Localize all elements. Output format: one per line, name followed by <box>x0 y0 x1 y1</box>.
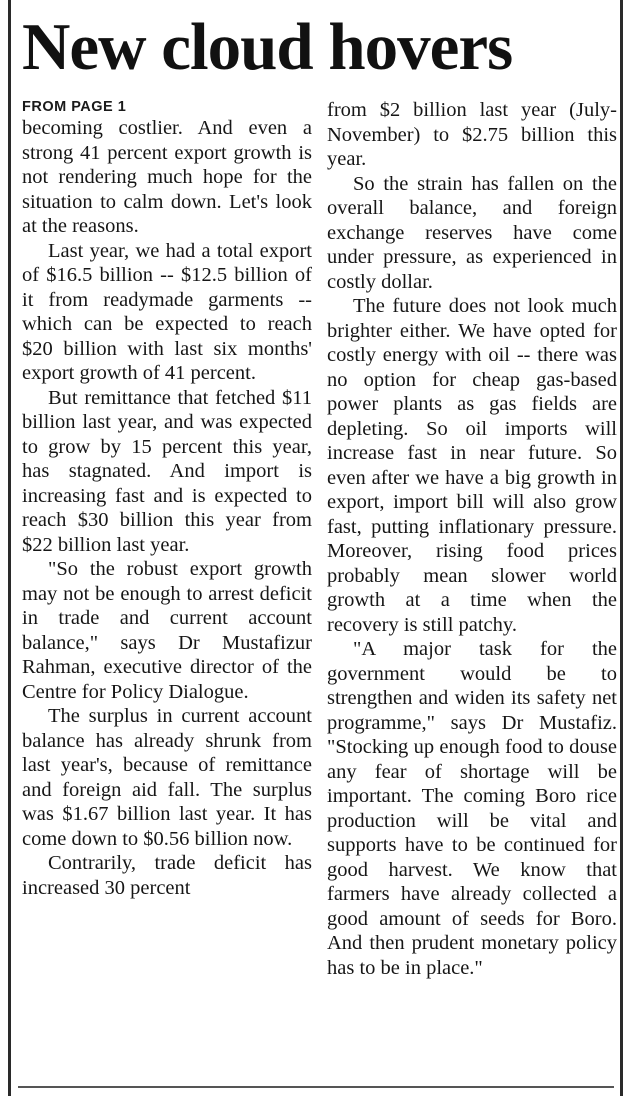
paragraph: "So the robust export growth may not be enough to arrest deficit in trade and current account balance," says Dr Mustafizur Rahman, executive director of the Centre for Policy Dialogue. <box>22 558 312 703</box>
paragraph: becoming costlier. And even a strong 41 percent export growth is not rendering much hope for the situation to calm down. Let's look at the reasons. <box>22 117 312 237</box>
left-column <box>22 98 312 900</box>
left-border-rule <box>8 0 11 1096</box>
paragraph: The future does not look much brighter either. We have opted for costly energy with oil -- there was no option for cheap gas-based power plants as gas fields are depleting. So oil imports will increase fast in near future. So even after we have a big growth in export, import bill will also grow fast, putting inflationary pressure. Moreover, rising food prices probably mean slower world growth at a time when the recovery is still patchy. <box>327 295 617 636</box>
headline: New cloud hovers <box>22 10 513 84</box>
paragraph: "A major task for the government would be to strengthen and widen its safety net programme," says Dr Mustafiz. "Stocking up enough food to douse any fear of shortage will be important. The coming Boro rice production will be vital and supports have to be continued for good harvest. We know that farmers have already collected a good amount of seeds for Boro. And then prudent monetary policy has to be in place." <box>327 638 617 979</box>
paragraph: The surplus in current account balance has already shrunk from last year's, because of remittance and foreign aid fall. The surplus was $1.67 billion last year. It has come down to $0.56 billion now. <box>22 705 312 850</box>
paragraph: Last year, we had a total export of $16.5 billion -- $12.5 billion of it from readymade garments -- which can be expected to reach $20 billion with last six months' export growth of 41 percent. <box>22 239 312 384</box>
paragraph: Contrarily, trade deficit has increased 30 percent <box>22 852 312 899</box>
paragraph: So the strain has fallen on the overall balance, and foreign exchange reserves have come under pressure, as experienced in costly dollar. <box>327 172 617 293</box>
right-border-rule <box>620 0 623 1096</box>
paragraph: from $2 billion last year (July-November) to $2.75 billion this year. <box>327 99 617 170</box>
kicker-from-page: FROM PAGE 1 <box>22 99 127 115</box>
bottom-border-rule <box>18 1086 614 1088</box>
right-column <box>327 98 617 980</box>
paragraph: But remittance that fetched $11 billion last year, and was expected to grow by 15 percent this year, has stagnated. And import is increasing fast and is expected to reach $30 billion this year from $22 billion last year. <box>22 386 312 556</box>
